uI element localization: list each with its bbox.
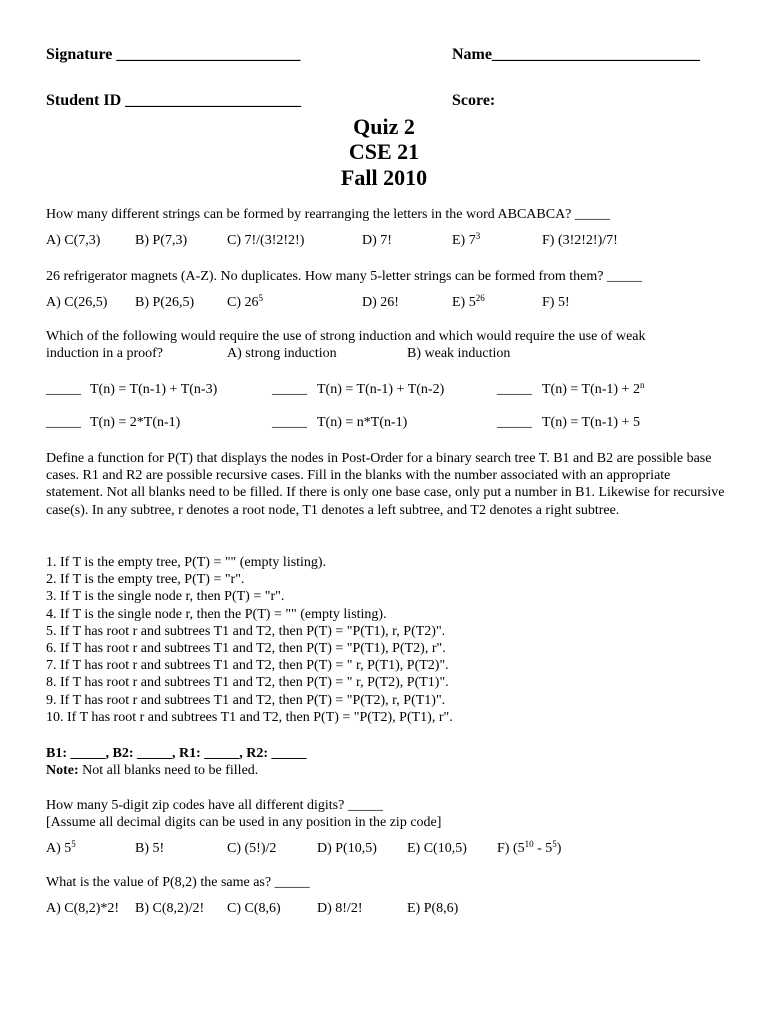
q3-recurrence-r1c3	[542, 382, 644, 398]
q4-statement-1: 1. If T is the empty tree, P(T) = "" (empty listing).	[46, 555, 327, 570]
q3-blank-r1c2[interactable]: _____	[272, 382, 307, 397]
q4-statement-6: 6. If T has root r and subtrees T1 and T2, then P(T) = "P(T1), P(T2), r".	[46, 641, 446, 657]
q2-option-e	[452, 295, 485, 311]
q4-note	[46, 763, 258, 779]
q5-option-f-suffix: )	[556, 841, 562, 856]
q1-option-f: F) (3!2!2!)/7!	[542, 233, 618, 248]
q4-note-text: Not all blanks need to be filled.	[78, 763, 259, 778]
q3-recurrence-r1c1: T(n) = T(n-1) + T(n-3)	[90, 382, 218, 397]
q6-option-c: C) C(8,6)	[227, 901, 281, 916]
q5-option-f	[497, 841, 561, 857]
q2-option-b: B) P(26,5)	[135, 295, 195, 310]
q3-blank-r2c3[interactable]: _____	[497, 415, 532, 430]
q3-recurrence-r1c3-exponent: n	[639, 380, 645, 390]
q3-option-a: A) strong induction	[227, 346, 337, 361]
q5-option-f-middle: - 5	[533, 841, 553, 856]
q3-blank-r1c3[interactable]: _____	[497, 382, 532, 397]
q1-option-c: C) 7!/(3!2!2!)	[227, 233, 305, 248]
q6-question: What is the value of P(8,2) the same as? _____	[46, 875, 310, 890]
q4-statement-5: 5. If T has root r and subtrees T1 and T2, then P(T) = "P(T1), r, P(T2)".	[46, 623, 446, 639]
q6-option-e: E) P(8,6)	[407, 901, 459, 916]
q2-option-c-exponent: 5	[258, 293, 263, 303]
q3-recurrence-r1c2: T(n) = T(n-1) + T(n-2)	[317, 382, 445, 397]
q5-option-a	[46, 841, 76, 857]
q4-statement-9: 9. If T has root r and subtrees T1 and T2, then P(T) = "P(T2), r, P(T1)".	[46, 692, 446, 708]
q1-option-b: B) P(7,3)	[135, 233, 188, 248]
q5-question: How many 5-digit zip codes have all different digits? _____	[46, 798, 383, 813]
q3-question-line1: Which of the following would require the use of strong induction and which would require the use of weak	[46, 329, 646, 344]
q5-option-b: B) 5!	[135, 841, 165, 856]
score-label: Score:	[452, 92, 496, 109]
q5-option-e: E) C(10,5)	[407, 841, 467, 856]
q4-statement-7: 7. If T has root r and subtrees T1 and T2, then P(T) = " r, P(T1), P(T2)".	[46, 658, 449, 674]
q5-option-f-prefix: F) (5	[497, 841, 525, 856]
q2-option-a: A) C(26,5)	[46, 295, 108, 310]
q4-statement-4: 4. If T is the single node r, then the P(T) = "" (empty listing).	[46, 606, 387, 622]
q6-option-a: A) C(8,2)*2!	[46, 901, 120, 916]
student-id-field[interactable]: Student ID ______________________	[46, 92, 302, 109]
q5-option-d: D) P(10,5)	[317, 841, 377, 856]
q3-recurrence-r1c3-base: T(n) = T(n-1) + 2	[542, 382, 640, 397]
q6-option-b: B) C(8,2)/2!	[135, 901, 205, 916]
q2-option-c-base: C) 26	[227, 295, 259, 310]
q2-option-c	[227, 295, 263, 311]
q1-option-e-base: E) 7	[452, 233, 476, 248]
q5-assumption: [Assume all decimal digits can be used in any position in the zip code]	[46, 815, 442, 830]
q4-statement-list	[46, 554, 726, 726]
q3-question-line2: induction in a proof?	[46, 346, 164, 361]
q3-blank-r1c1[interactable]: _____	[46, 382, 81, 397]
q5-option-f-exponent-2: 5	[552, 839, 557, 849]
q4-statement-8: 8. If T has root r and subtrees T1 and T2, then P(T) = " r, P(T2), P(T1)".	[46, 675, 449, 691]
q5-option-a-exponent: 5	[71, 839, 76, 849]
q1-option-e-exponent: 3	[475, 231, 481, 241]
q5-option-a-base: A) 5	[46, 841, 72, 856]
q3-blank-r2c2[interactable]: _____	[272, 415, 307, 430]
course-title: CSE 21	[348, 139, 420, 164]
q5-option-c: C) (5!)/2	[227, 841, 277, 856]
q2-option-e-base: E) 5	[452, 295, 476, 310]
q1-option-e	[452, 233, 480, 249]
q2-option-e-exponent: 26	[475, 293, 485, 303]
q1-question: How many different strings can be formed by rearranging the letters in the word ABCABCA? _____	[46, 207, 610, 222]
q4-answer-blanks[interactable]: B1: _____, B2: _____, R1: _____, R2: _____	[46, 746, 307, 761]
q3-recurrence-r2c3: T(n) = T(n-1) + 5	[542, 415, 640, 430]
q4-statement-2: 2. If T is the empty tree, P(T) = "r".	[46, 572, 245, 588]
name-field[interactable]: Name__________________________	[452, 46, 700, 63]
q4-note-label: Note:	[46, 763, 79, 778]
q5-option-f-exponent-1: 10	[524, 839, 534, 849]
q2-option-f: F) 5!	[542, 295, 570, 310]
q3-recurrence-r2c1: T(n) = 2*T(n-1)	[90, 415, 181, 430]
q2-option-d: D) 26!	[362, 295, 399, 310]
q6-option-d: D) 8!/2!	[317, 901, 363, 916]
q4-statement-10: 10. If T has root r and subtrees T1 and T2, then P(T) = "P(T2), P(T1), r".	[46, 709, 453, 725]
signature-field[interactable]: Signature _______________________	[46, 46, 301, 63]
quiz-title: Quiz 2	[353, 114, 415, 139]
q3-recurrence-r2c2: T(n) = n*T(n-1)	[317, 415, 408, 430]
q1-option-a: A) C(7,3)	[46, 233, 101, 248]
q4-statement-3: 3. If T is the single node r, then P(T) = "r".	[46, 589, 285, 605]
term-title: Fall 2010	[340, 165, 428, 190]
q4-instructions: Define a function for P(T) that displays the nodes in Post-Order for a binary search tree T. B1 and B2 are possible base cases. R1 and R2 are possible recursive cases. Fill in the blanks with the number associated with an appropriate statement. Not all blanks need to be filled. If there is only one base case, only put a number in B1. Likewise for recursive case(s). In any subtree, r denotes a root node, T1 denotes a left subtree, and T2 denotes a right subtree.	[46, 451, 725, 518]
q3-blank-r2c1[interactable]: _____	[46, 415, 81, 430]
q2-question: 26 refrigerator magnets (A-Z). No duplicates. How many 5-letter strings can be formed from them? _____	[46, 269, 642, 284]
q3-option-b: B) weak induction	[407, 346, 511, 361]
q1-option-d: D) 7!	[362, 233, 392, 248]
